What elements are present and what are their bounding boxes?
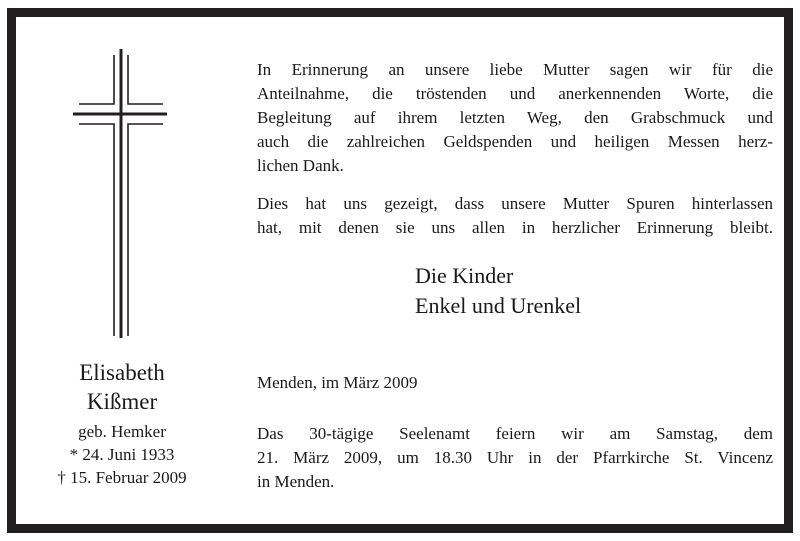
birth-date: * 24. Juni 1933 [69,445,175,464]
text-line: in Menden. [257,472,335,491]
memory-paragraph [257,192,773,240]
maiden-name: geb. Hemker [78,422,166,441]
first-name: Elisabeth [79,360,165,385]
last-name: Kißmer [86,389,158,414]
text-line: In Erinnerung an unsere liebe Mutter sagen wir für die [257,60,773,79]
death-date: † 15. Februar 2009 [57,468,187,487]
text-line: hat, mit denen sie uns allen in herzlicher Erinnerung bleibt. [257,218,773,237]
place-date-text: Menden, im März 2009 [257,373,418,392]
mass-paragraph [257,422,773,494]
signature-line: Enkel und Urenkel [415,293,582,318]
text-line: Das 30-tägige Seelenamt feiern wir am Samstag, dem [257,424,773,443]
place-date [257,371,773,395]
thanks-paragraph [257,58,773,178]
text-line: lichen Dank. [257,156,344,175]
signature [415,261,581,321]
text-line: Anteilnahme, die tröstenden und anerkennenden Worte, die [257,84,773,103]
text-line: 21. März 2009, um 18.30 Uhr in der Pfarrkirche St. Vincenz [257,448,773,467]
text-line: Begleitung auf ihrem letzten Weg, den Grabschmuck und [257,108,773,127]
deceased-info [52,358,192,489]
signature-line: Die Kinder [415,263,514,288]
text-line: auch die zahlreichen Geldspenden und heiligen Messen herz- [257,132,773,151]
text-line: Dies hat uns gezeigt, dass unsere Mutter Spuren hinterlassen [257,194,773,213]
